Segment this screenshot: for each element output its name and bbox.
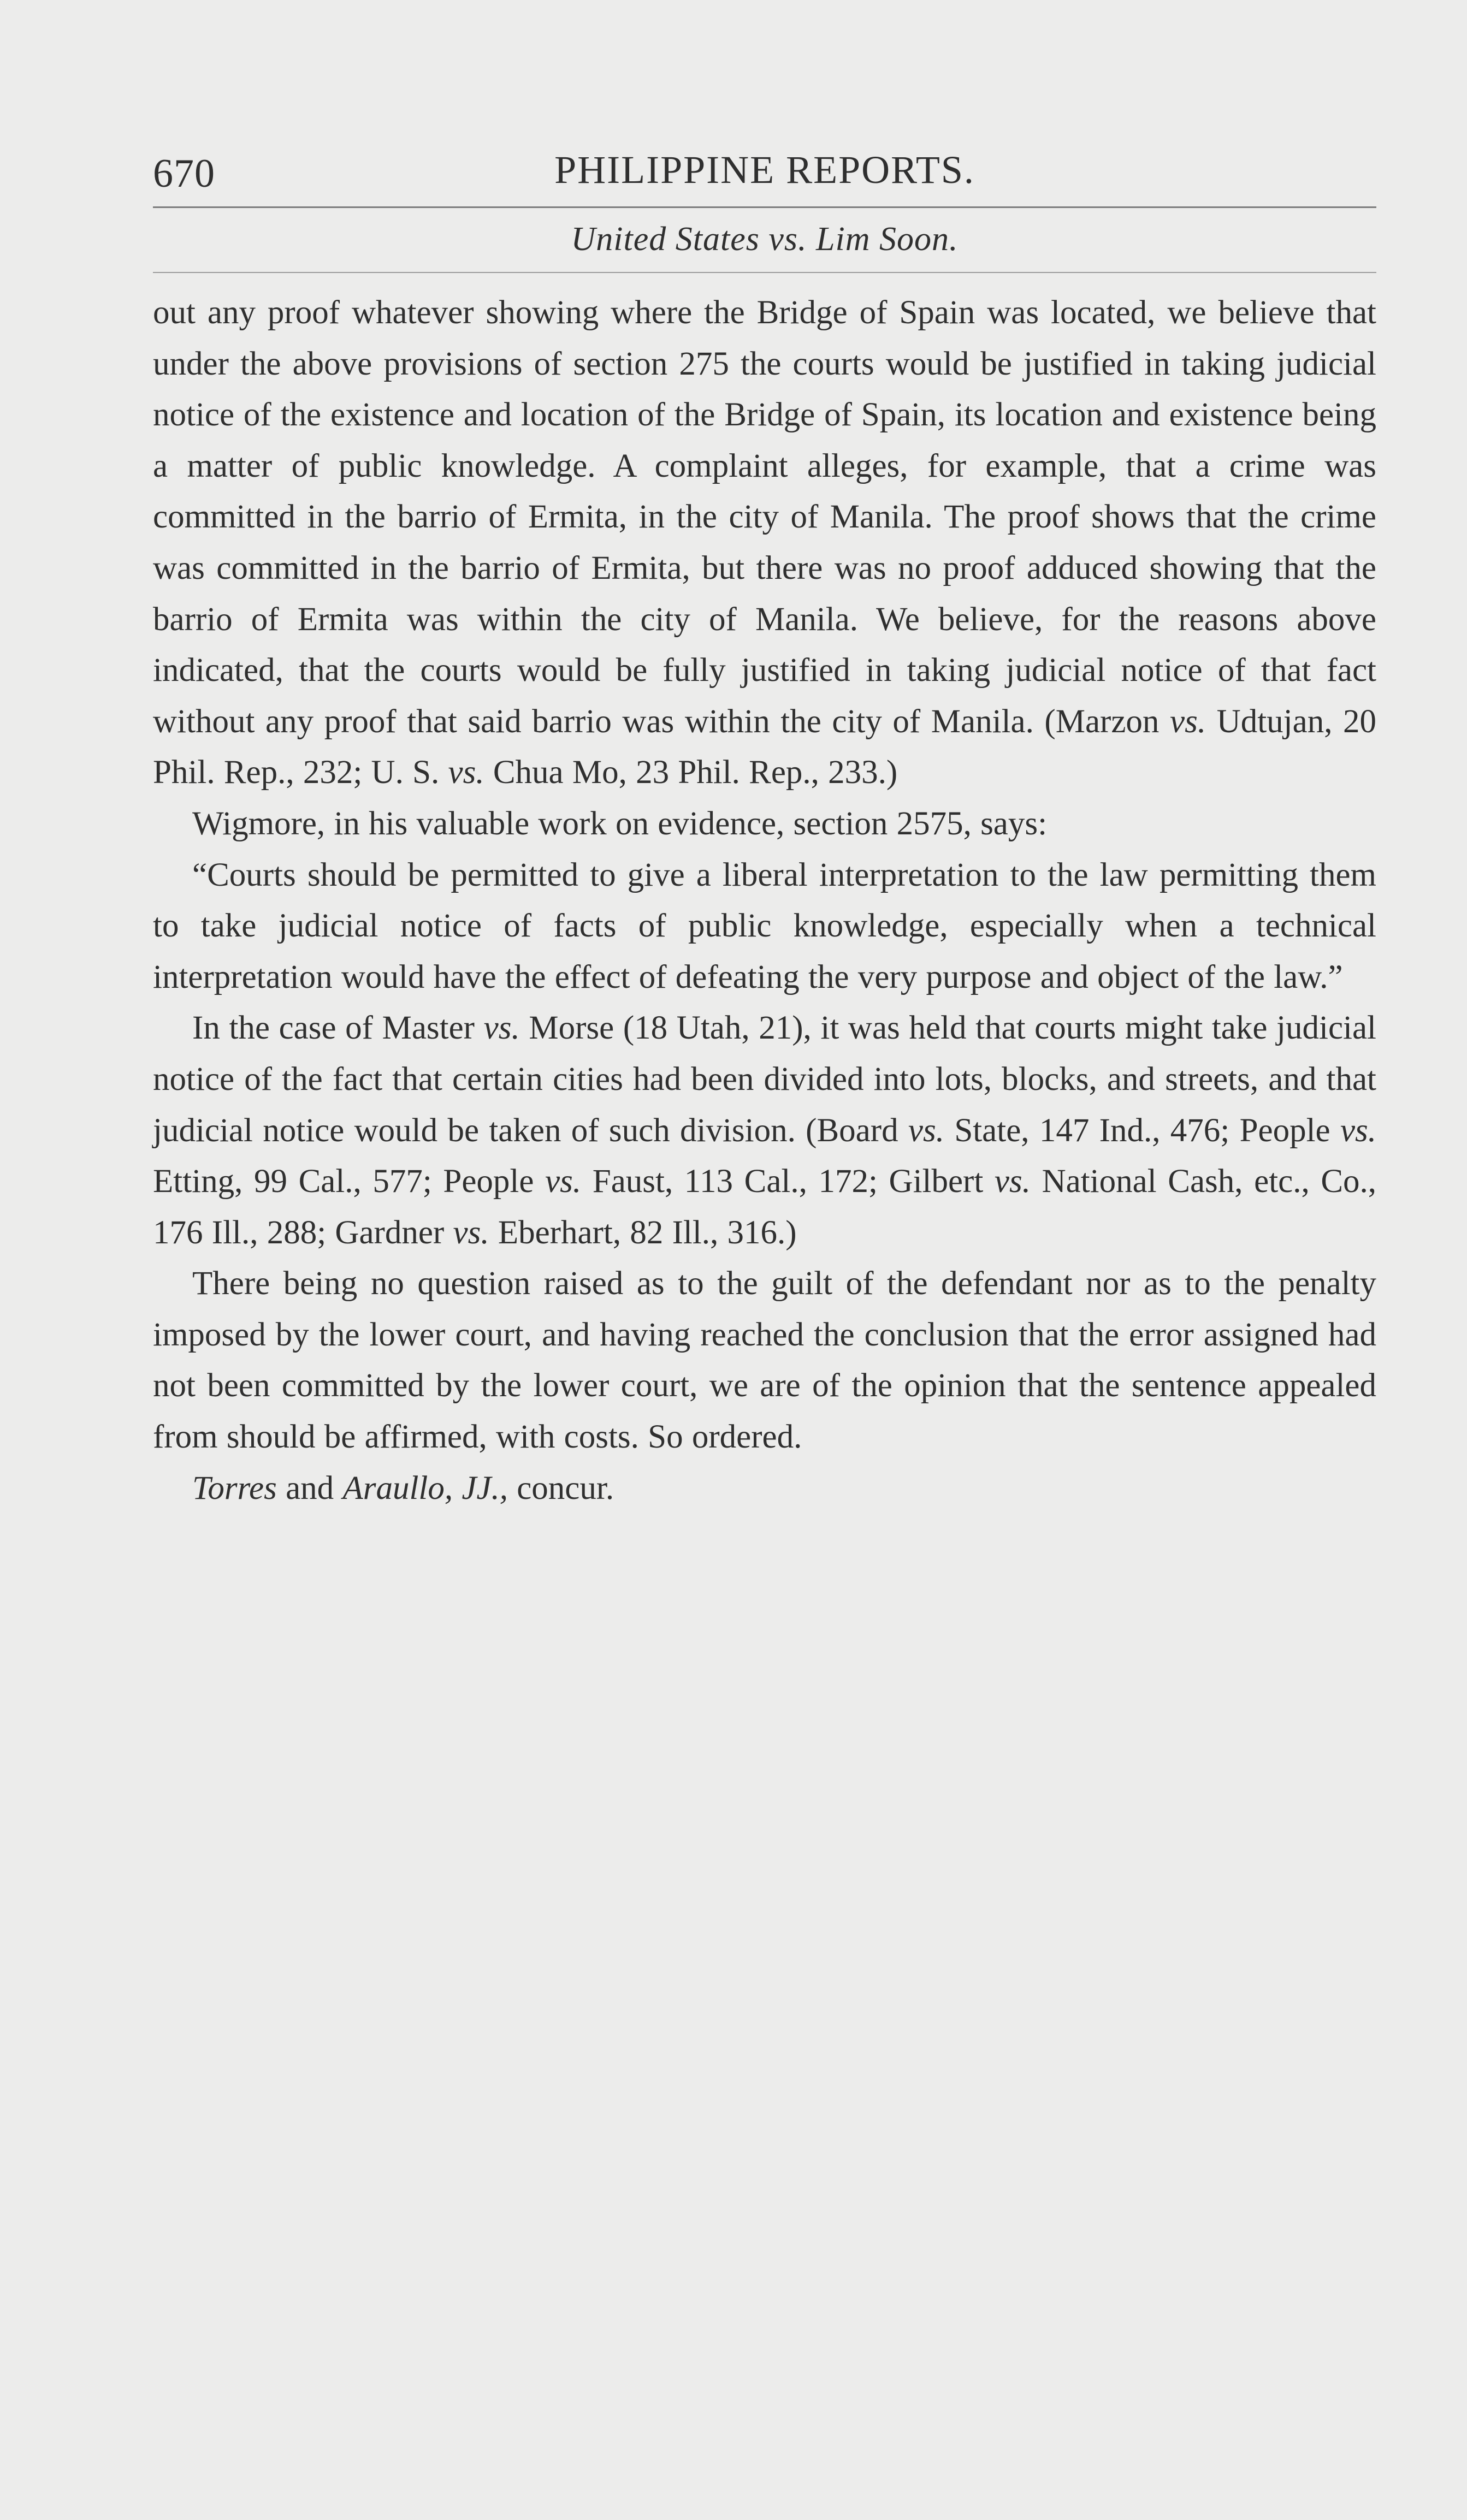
citation-udtujan: Udtujan, 20 Phil. Rep., 232; U. S. bbox=[153, 703, 1377, 791]
citation-marzon: (Marzon bbox=[1044, 703, 1160, 740]
block-quote: “Courts should be permitted to give a liberal interpretation to the law permitting them to take judicial notice of facts of public knowledge, especially when a technical interpretation would have the effect of defeating the very purpose and object of the law.” bbox=[153, 856, 1376, 995]
paragraph-3-text-e: Faust, 113 Cal., 172; Gilbert bbox=[592, 1163, 984, 1200]
paragraph-2: Wigmore, in his valuable work on evidence, section 2575, says: bbox=[192, 805, 1048, 842]
paragraph-3-text-d: Etting, 99 Cal., 577; People bbox=[153, 1163, 534, 1200]
paragraph-3 bbox=[153, 1003, 1376, 1258]
paragraph-1-text: out any proof whatever showing where the Bridge of Spain was located, we believe that under the above provisions of section 275 the courts would be justified in taking judicial notice of the existence and location of the Bridge of Spain, its location and existence being a matter of public knowledge. A complaint alleges, for example, that a crime was committed in the barrio of Ermita, in the city of Manila. The proof shows that the crime was committed in the barrio of Ermita, but there was no proof adduced showing that the barrio of Ermita was within the city of Manila. We believe, for the reasons above indicated, that the courts would be fully justified in taking judicial notice of that fact without any proof that said barrio was within the city of Manila. bbox=[153, 294, 1376, 740]
versus: vs. bbox=[483, 1010, 520, 1047]
versus: vs. bbox=[453, 1214, 489, 1251]
page-number: 670 bbox=[153, 151, 215, 196]
citation-chua-mo: Chua Mo, 23 Phil. Rep., 233.) bbox=[493, 754, 898, 791]
paragraph-4: There being no question raised as to the guilt of the defendant nor as to the penalty imposed by the lower court, and having reached the conclusion that the error assigned had not been committed by the lower court, we are of the opinion that the sentence appealed from should be affirmed, with costs. So ordered. bbox=[153, 1265, 1376, 1456]
justice-name-araullo: Araullo, JJ., bbox=[342, 1469, 508, 1507]
concurrence bbox=[153, 1463, 1376, 1514]
paragraph-3-text-b: Morse (18 Utah, 21), it was held that courts might take judicial notice of the fact that certain cities had been divided into lots, blocks, and streets, and that judicial notice would be taken of such division. (Board bbox=[153, 1010, 1376, 1149]
paragraph-3-text-g: Eberhart, 82 Ill., 316.) bbox=[498, 1214, 797, 1251]
versus: vs. bbox=[545, 1163, 582, 1200]
concur-and: and bbox=[286, 1469, 334, 1507]
paragraph-1 bbox=[153, 287, 1376, 798]
versus: vs. bbox=[994, 1163, 1031, 1200]
concur-text: concur. bbox=[517, 1469, 614, 1507]
page-header bbox=[153, 137, 1376, 202]
versus: vs. bbox=[908, 1112, 944, 1149]
paragraph-3-text-a: In the case of Master bbox=[192, 1010, 475, 1047]
body-text bbox=[153, 287, 1376, 1514]
document-page bbox=[153, 137, 1376, 1514]
paragraph-3-text-f: National Cash, etc., Co., 176 Ill., 288; Gardner bbox=[153, 1163, 1377, 1251]
versus: vs. bbox=[1340, 1112, 1377, 1149]
running-head: PHILIPPINE REPORTS. bbox=[554, 148, 975, 192]
case-title-rule bbox=[153, 272, 1376, 273]
header-rule bbox=[153, 206, 1376, 208]
case-title: United States vs. Lim Soon. bbox=[571, 221, 959, 258]
justice-name-torres: Torres bbox=[192, 1469, 277, 1507]
paragraph-3-text-c: State, 147 Ind., 476; People bbox=[954, 1112, 1330, 1149]
versus: vs. bbox=[448, 754, 484, 791]
versus: vs. bbox=[1170, 703, 1206, 740]
